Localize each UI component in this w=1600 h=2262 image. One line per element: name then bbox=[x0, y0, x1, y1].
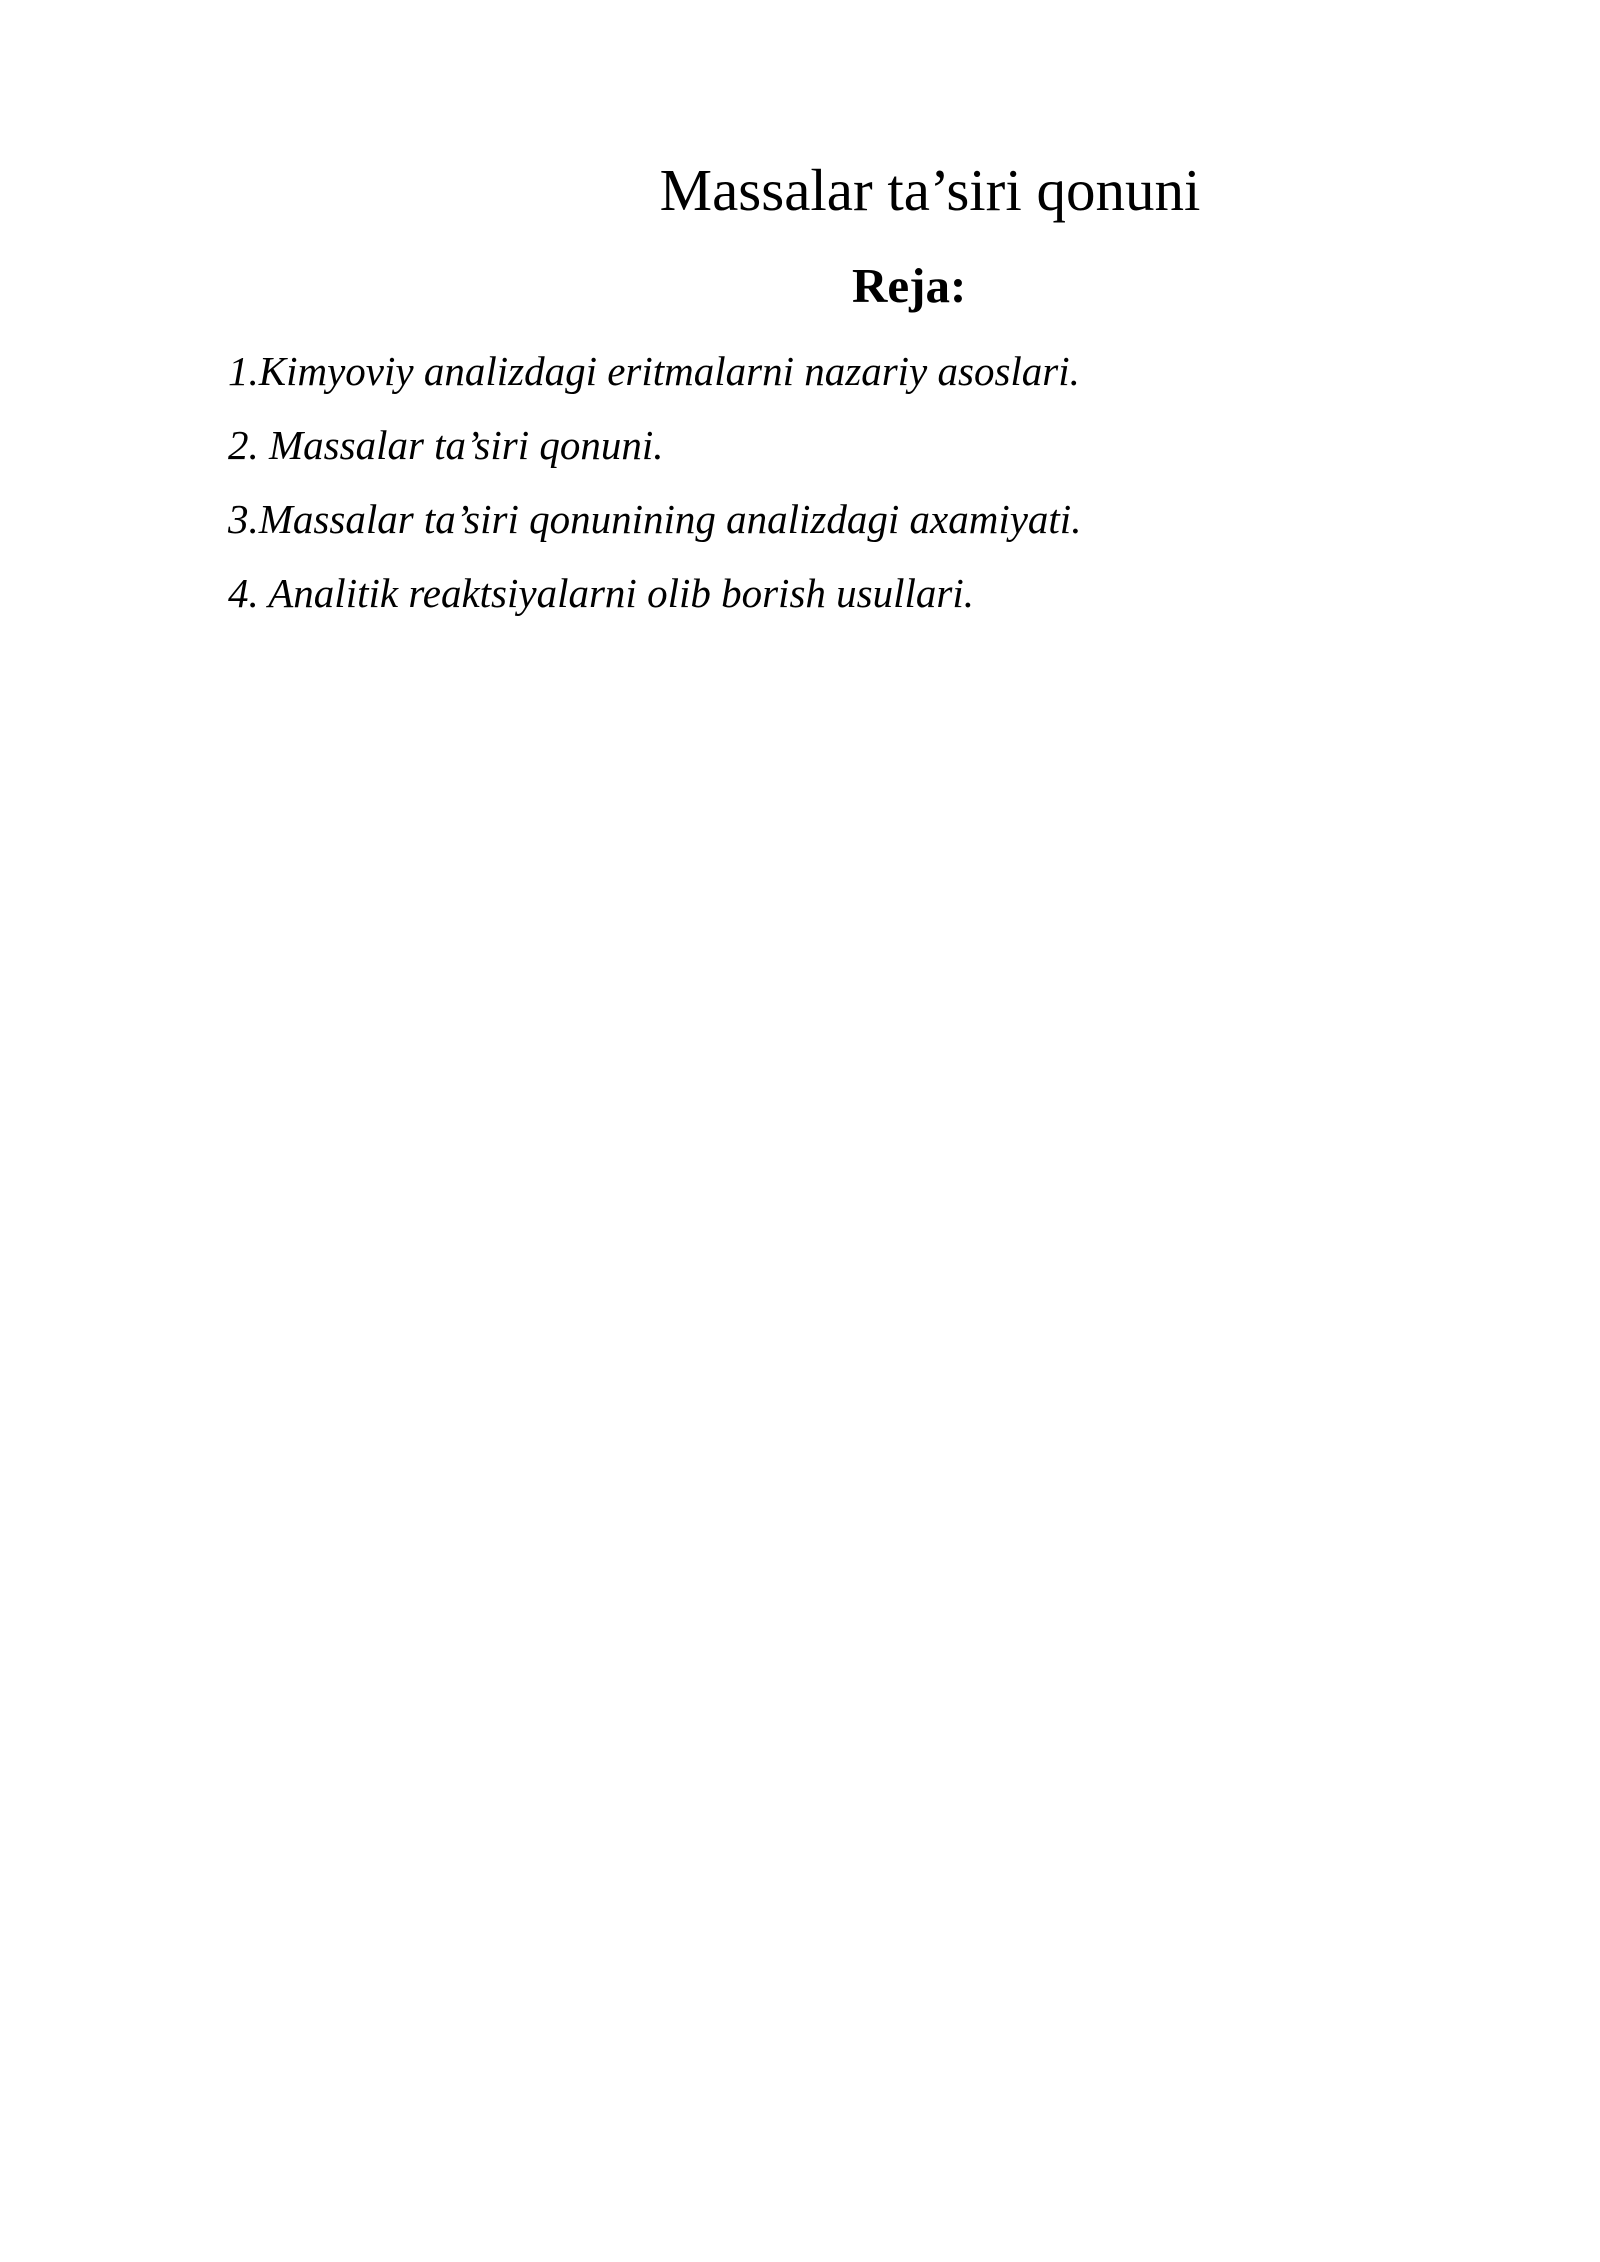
plan-item-1: 1.Kimyoviy analizdagi eritmalarni nazariy asoslari. bbox=[228, 348, 1080, 394]
plan-heading-text: Reja: bbox=[852, 258, 967, 313]
plan-item-4: 4. Analitik reaktsiyalarni olib borish usullari. bbox=[228, 570, 974, 616]
plan-list bbox=[228, 334, 1081, 630]
plan-heading bbox=[0, 254, 1600, 318]
page-title: Massalar ta’siri qonuni bbox=[659, 157, 1201, 223]
plan-item-3: 3.Massalar ta’siri qonunining analizdagi axamiyati. bbox=[228, 496, 1082, 542]
plan-item-2: 2. Massalar ta’siri qonuni. bbox=[228, 422, 664, 468]
